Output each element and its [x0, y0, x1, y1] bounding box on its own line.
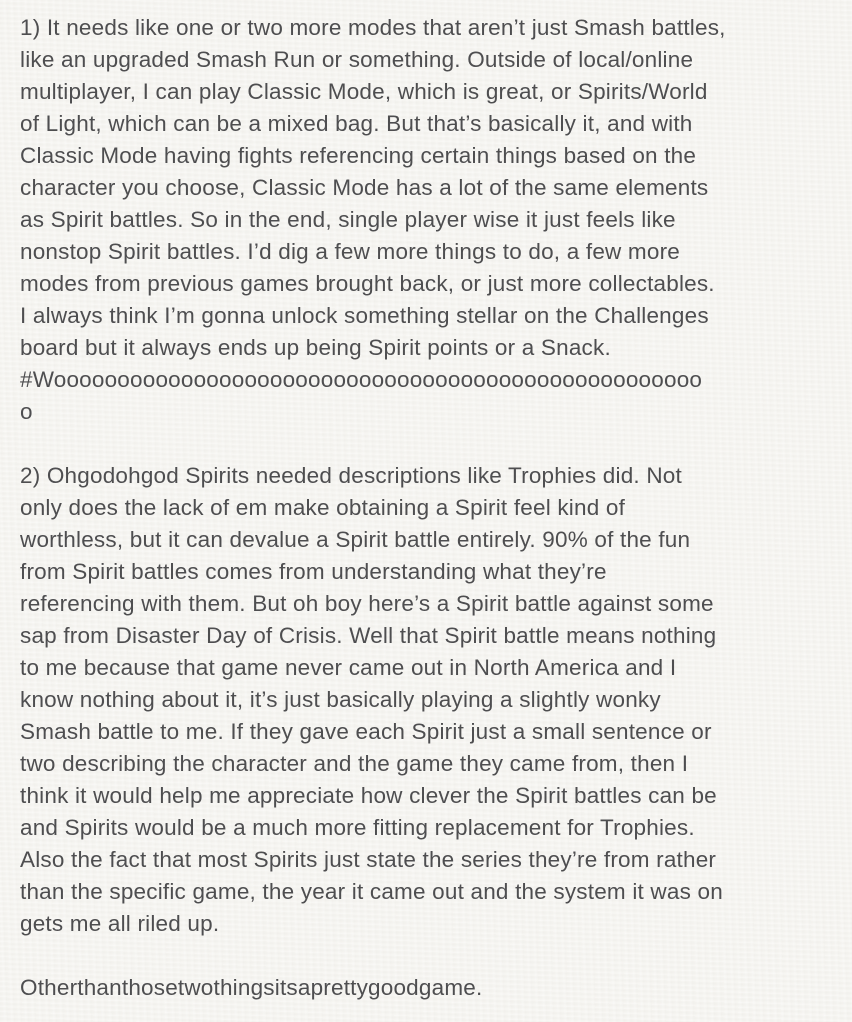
text-line: to me because that game never came out in North America and I: [20, 655, 677, 680]
text-line: referencing with them. But oh boy here’s a Spirit battle against some: [20, 591, 714, 616]
text-line: modes from previous games brought back, or just more collectables.: [20, 271, 715, 296]
text-line: think it would help me appreciate how clever the Spirit battles can be: [20, 783, 717, 808]
text-line: I always think I’m gonna unlock something stellar on the Challenges: [20, 303, 709, 328]
text-line: 1) It needs like one or two more modes that aren’t just Smash battles,: [20, 15, 726, 40]
closing-line: Otherthanthosetwothingsitsaprettygoodgame.: [20, 975, 483, 1000]
text-line: character you choose, Classic Mode has a lot of the same elements: [20, 175, 709, 200]
text-line: as Spirit battles. So in the end, single player wise it just feels like: [20, 207, 676, 232]
text-line: only does the lack of em make obtaining a Spirit feel kind of: [20, 495, 626, 520]
text-line: sap from Disaster Day of Crisis. Well that Spirit battle means nothing: [20, 623, 717, 648]
text-line: multiplayer, I can play Classic Mode, which is great, or Spirits/World: [20, 79, 708, 104]
text-line: like an upgraded Smash Run or something. Outside of local/online: [20, 47, 694, 72]
paragraph-2: [20, 460, 844, 940]
text-line: 2) Ohgodohgod Spirits needed descriptions like Trophies did. Not: [20, 463, 682, 488]
text-line: board but it always ends up being Spirit points or a Snack.: [20, 335, 611, 360]
paragraph-3: [20, 972, 844, 1004]
text-line: gets me all riled up.: [20, 911, 220, 936]
text-line: worthless, but it can devalue a Spirit battle entirely. 90% of the fun: [20, 527, 691, 552]
text-line: and Spirits would be a much more fitting replacement for Trophies.: [20, 815, 695, 840]
text-line: know nothing about it, it’s just basically playing a slightly wonky: [20, 687, 661, 712]
text-line: Classic Mode having fights referencing certain things based on the: [20, 143, 697, 168]
hashtag-overflow-line: o: [20, 399, 33, 424]
paragraph-break: [20, 428, 844, 460]
text-line: two describing the character and the game they came from, then I: [20, 751, 689, 776]
text-line: of Light, which can be a mixed bag. But that’s basically it, and with: [20, 111, 693, 136]
text-line: from Spirit battles comes from understanding what they’re: [20, 559, 607, 584]
paragraph-break: [20, 940, 844, 972]
text-line: Also the fact that most Spirits just state the series they’re from rather: [20, 847, 717, 872]
paragraph-1: [20, 12, 844, 428]
hashtag-line: #Wooooooooooooooooooooooooooooooooooooooooooooooooooo: [20, 367, 703, 392]
text-line: Smash battle to me. If they gave each Spirit just a small sentence or: [20, 719, 712, 744]
text-line: than the specific game, the year it came out and the system it was on: [20, 879, 723, 904]
text-line: nonstop Spirit battles. I’d dig a few more things to do, a few more: [20, 239, 680, 264]
